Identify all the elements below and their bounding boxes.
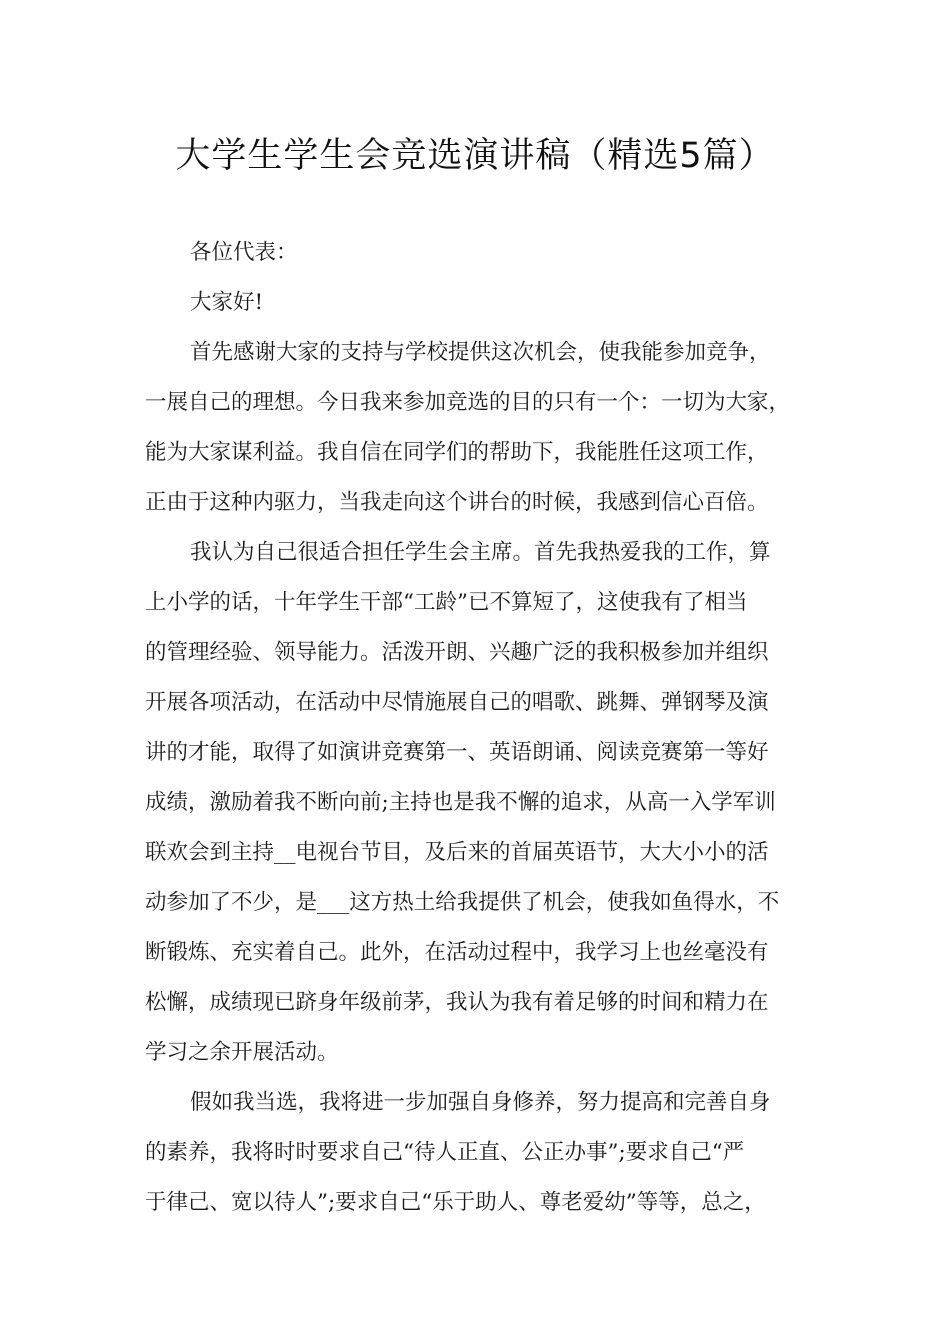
paragraph-2-line: 动参加了不少，是___这方热土给我提供了机会，使我如鱼得水，不 bbox=[145, 890, 780, 915]
paragraph-2-line: 上小学的话，十年学生干部“工龄”已不算短了，这使我有了相当 bbox=[145, 590, 748, 615]
document-title: 大学生学生会竞选演讲稿（精选5篇） bbox=[175, 136, 775, 176]
paragraph-2-line: 断锻炼、充实着自己。此外，在活动过程中，我学习上也丝毫没有 bbox=[145, 940, 769, 965]
paragraph-3-line: 假如我当选，我将进一步加强自身修养，努力提高和完善自身 bbox=[190, 1090, 771, 1115]
paragraph-2-line: 松懈，成绩现已跻身年级前茅，我认为我有着足够的时间和精力在 bbox=[145, 990, 769, 1015]
paragraph-2-line: 讲的才能，取得了如演讲竞赛第一、英语朗诵、阅读竞赛第一等好 bbox=[145, 740, 769, 765]
greeting-line: 大家好! bbox=[190, 290, 264, 315]
paragraph-1-line: 正由于这种内驱力，当我走向这个讲台的时候，我感到信心百倍。 bbox=[145, 490, 769, 515]
paragraph-2-line: 成绩，激励着我不断向前;主持也是我不懈的追求，从高一入学军训 bbox=[145, 790, 776, 815]
paragraph-3-line: 的素养，我将时时要求自己“待人正直、公正办事”;要求自己“严 bbox=[145, 1140, 745, 1165]
paragraph-1-line: 一展自己的理想。今日我来参加竞选的目的只有一个：一切为大家， bbox=[145, 390, 791, 415]
document-body bbox=[145, 228, 825, 1228]
paragraph-2-line: 联欢会到主持__电视台节目，及后来的首届英语节，大大小小的活 bbox=[145, 840, 769, 865]
paragraph-2-line: 开展各项活动，在活动中尽情施展自己的唱歌、跳舞、弹钢琴及演 bbox=[145, 690, 769, 715]
paragraph-2-line: 我认为自己很适合担任学生会主席。首先我热爱我的工作，算 bbox=[190, 540, 771, 565]
paragraph-1-line: 能为大家谋利益。我自信在同学们的帮助下，我能胜任这项工作， bbox=[145, 440, 769, 465]
salutation-line: 各位代表： bbox=[190, 240, 298, 265]
paragraph-1-line: 首先感谢大家的支持与学校提供这次机会，使我能参加竞争， bbox=[190, 340, 771, 365]
paragraph-3-line: 于律己、宽以待人”;要求自己“乐于助人、尊老爱幼”等等，总之， bbox=[145, 1190, 766, 1215]
paragraph-2-line: 的管理经验、领导能力。活泼开朗、兴趣广泛的我积极参加并组织 bbox=[145, 640, 769, 665]
paragraph-2-line: 学习之余开展活动。 bbox=[145, 1040, 339, 1065]
